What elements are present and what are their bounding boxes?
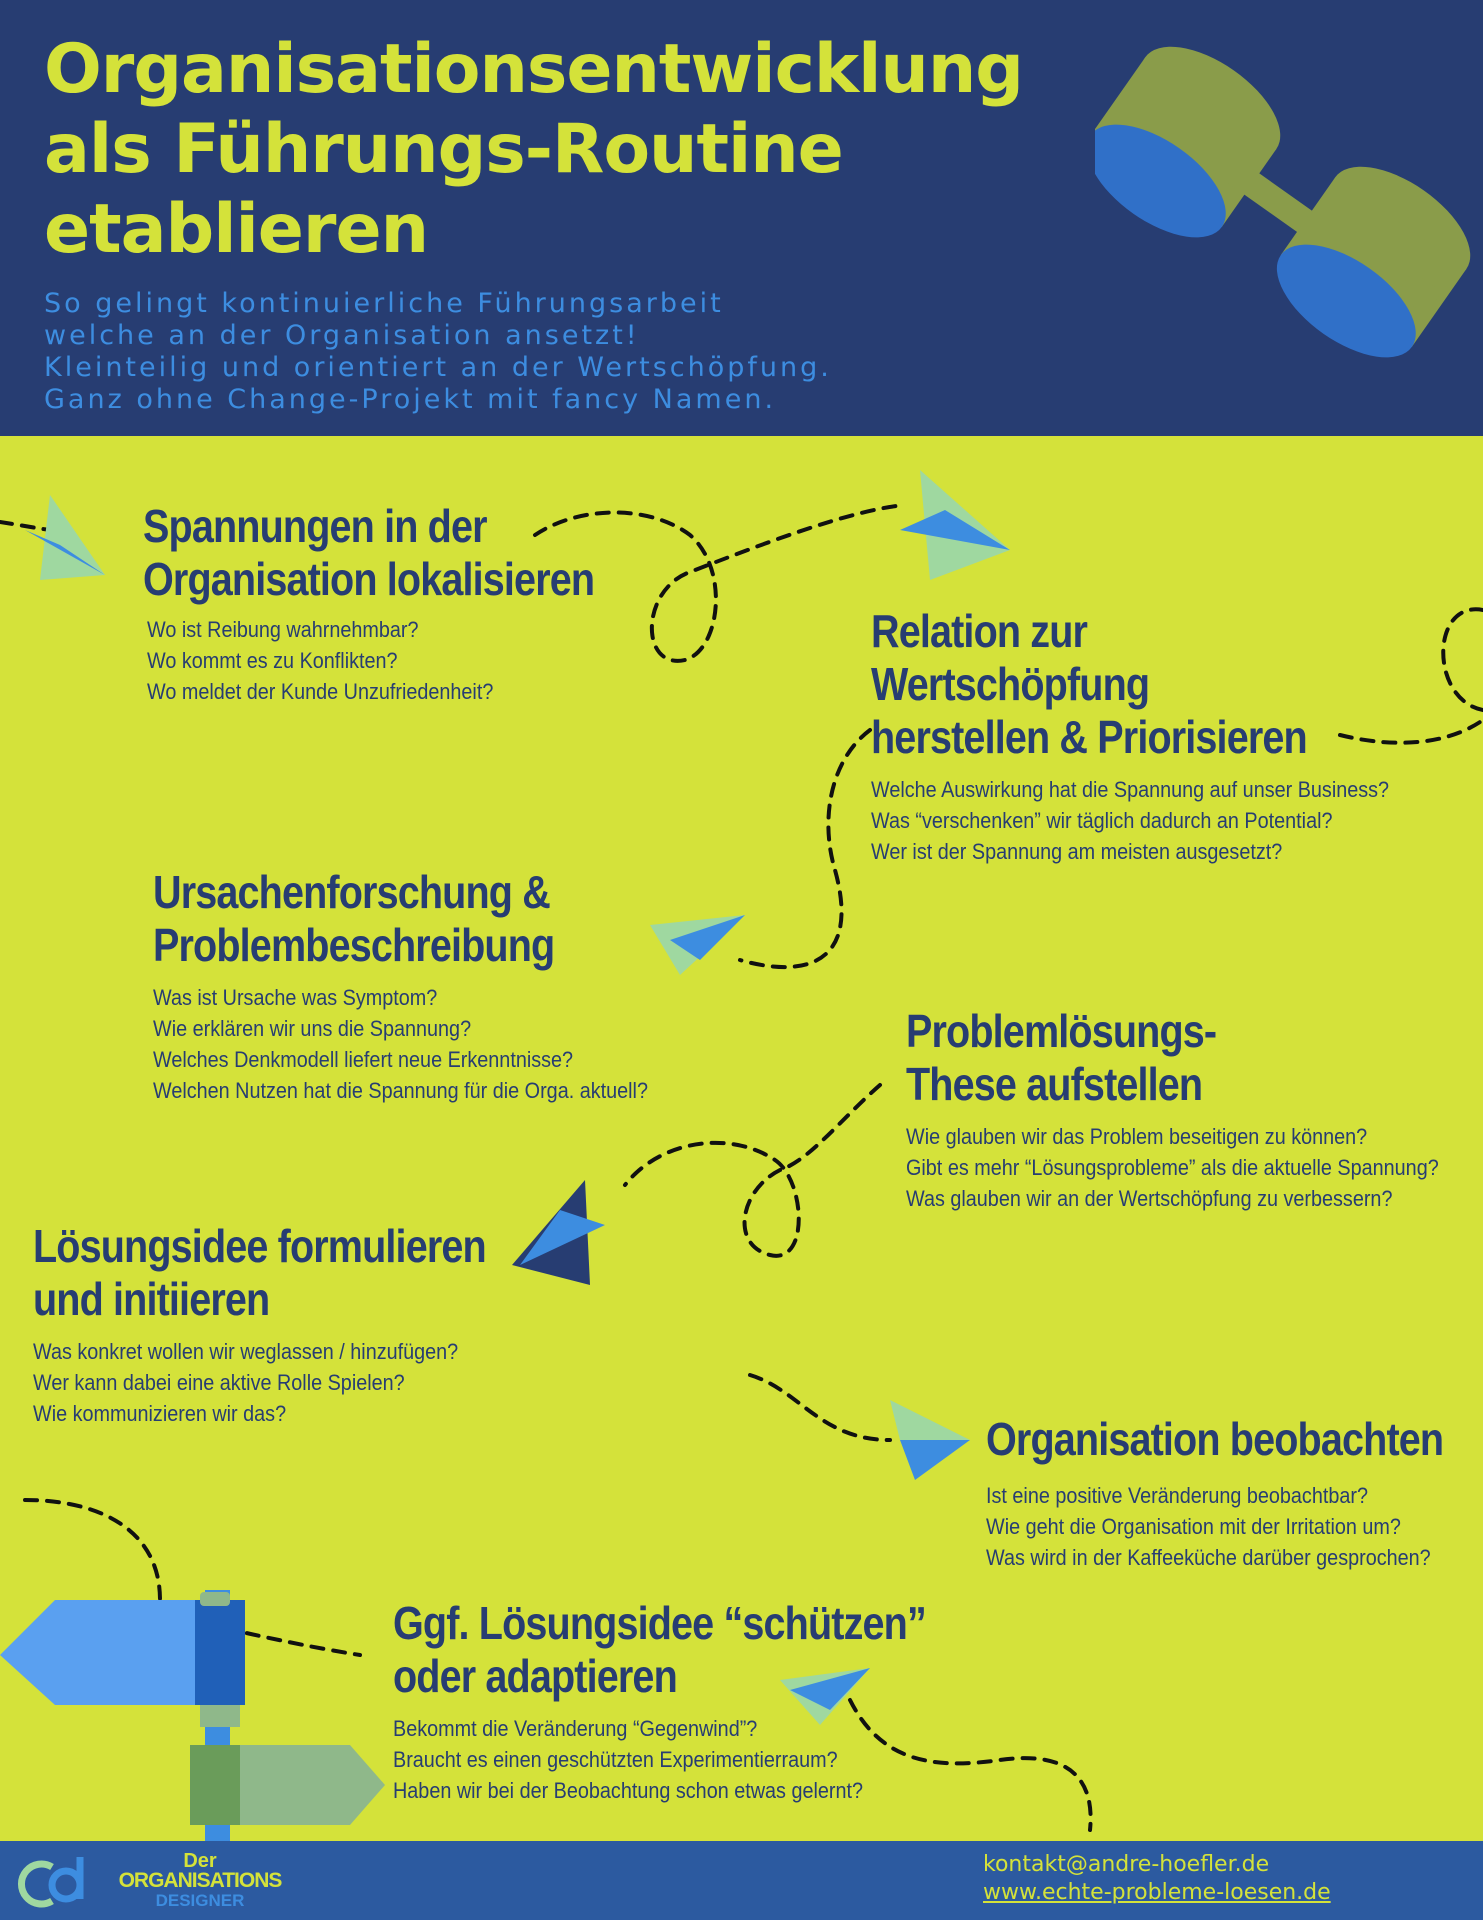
step-title-line: Problemlösungs- [906, 1005, 1217, 1057]
subtitle-line: Ganz ohne Change-Projekt mit fancy Namen. [44, 384, 777, 415]
step-title [871, 605, 1366, 764]
logo-text-line: ORGANISATIONS [118, 1869, 282, 1892]
step-title [393, 1597, 926, 1703]
subtitle [44, 288, 944, 416]
question-item: Bekommt die Veränderung “Gegenwind”? [393, 1716, 758, 1741]
question-item: Wo meldet der Kunde Unzufriedenheit? [147, 679, 494, 704]
paper-plane-icon [900, 470, 1010, 580]
question-list [153, 982, 703, 1106]
question-item: Was konkret wollen wir weglassen / hinzufügen? [33, 1339, 459, 1364]
step-title [33, 1220, 486, 1326]
question-item: Wer kann dabei eine aktive Rolle Spielen? [33, 1370, 405, 1395]
step-title-line: These aufstellen [906, 1058, 1203, 1110]
step-title-line: Organisation lokalisieren [143, 553, 595, 605]
question-list [906, 1121, 1483, 1214]
subtitle-line: welche an der Organisation ansetzt! [44, 320, 640, 351]
step-organisation-beobachten [986, 1413, 1483, 1573]
website-link[interactable]: www.echte-probleme-loesen.de [983, 1880, 1331, 1905]
step-title-line: Wertschöpfung [871, 658, 1150, 710]
question-item: Was “verschenken” wir täglich dadurch an Potential? [871, 808, 1333, 833]
question-item: Wo ist Reibung wahrnehmbar? [147, 617, 419, 642]
question-item: Welchen Nutzen hat die Spannung für die Orga. aktuell? [153, 1078, 648, 1103]
logo-text-line: DESIGNER [155, 1891, 245, 1910]
step-problemloesungs-these [906, 1005, 1483, 1214]
step-title [143, 500, 594, 606]
dashed-path [750, 1375, 890, 1440]
title-line: als Führungs-Routine [44, 110, 843, 189]
question-item: Gibt es mehr “Lösungsprobleme” als die aktuelle Spannung? [906, 1155, 1439, 1180]
step-title-line: und initiieren [33, 1273, 270, 1325]
contact-info [983, 1851, 1331, 1907]
step-title-line: Lösungsidee formulieren [33, 1220, 486, 1272]
step-title-line: Problembeschreibung [153, 919, 555, 971]
step-title-line: Organisation beobachten [986, 1413, 1444, 1465]
signpost-icon [0, 1590, 385, 1841]
step-relation-wertschoepfung [871, 605, 1447, 867]
title-line: Organisationsentwicklung [44, 30, 1023, 109]
question-item: Wie glauben wir das Problem beseitigen zu können? [906, 1124, 1368, 1149]
dashed-path [740, 730, 870, 967]
question-item: Wer ist der Spannung am meisten ausgesetzt? [871, 839, 1283, 864]
email-link[interactable]: kontakt@andre-hoefler.de [983, 1852, 1270, 1877]
step-title-line: Relation zur [871, 605, 1088, 657]
logo-icon [14, 1855, 90, 1909]
question-item: Welche Auswirkung hat die Spannung auf unser Business? [871, 777, 1390, 802]
footer-bar [0, 1841, 1483, 1920]
question-item: Wie geht die Organisation mit der Irritation um? [986, 1514, 1401, 1539]
question-item: Braucht es einen geschützten Experimentierraum? [393, 1747, 838, 1772]
question-item: Was glauben wir an der Wertschöpfung zu verbessern? [906, 1186, 1393, 1211]
question-item: Was wird in der Kaffeeküche darüber gesprochen? [986, 1545, 1431, 1570]
dumbbell-icon [1095, 35, 1475, 375]
paper-plane-icon [25, 495, 105, 580]
step-spannungen-lokalisieren [143, 500, 668, 707]
step-ursachenforschung [153, 866, 703, 1106]
step-title-line: Spannungen in der [143, 500, 487, 552]
dashed-path [0, 522, 50, 530]
step-title-line: oder adaptieren [393, 1650, 677, 1702]
question-item: Wo kommt es zu Konflikten? [147, 648, 398, 673]
dashed-path [625, 1085, 880, 1256]
question-list [871, 774, 1447, 867]
question-list [986, 1480, 1483, 1573]
subtitle-line: So gelingt kontinuierliche Führungsarbeit [44, 288, 724, 319]
question-item: Haben wir bei der Beobachtung schon etwas gelernt? [393, 1778, 864, 1803]
question-item: Welches Denkmodell liefert neue Erkenntnisse? [153, 1047, 574, 1072]
question-item: Was ist Ursache was Symptom? [153, 985, 438, 1010]
brand-logo [100, 1851, 300, 1911]
step-title-line: Ursachenforschung & [153, 866, 550, 918]
question-list [147, 614, 668, 707]
question-item: Wie erklären wir uns die Spannung? [153, 1016, 472, 1041]
title-line: etablieren [44, 190, 428, 269]
question-list [33, 1336, 560, 1429]
question-list [393, 1713, 1013, 1806]
step-loesungsidee-formulieren [33, 1220, 560, 1429]
logo-text-line: Der [183, 1850, 217, 1872]
header-banner [0, 0, 1483, 436]
step-title-line: herstellen & Priorisieren [871, 711, 1307, 763]
step-title [153, 866, 626, 972]
subtitle-line: Kleinteilig und orientiert an der Wertschöpfung. [44, 352, 832, 383]
step-title [906, 1005, 1415, 1111]
step-title-line: Ggf. Lösungsidee “schützen” [393, 1597, 926, 1649]
dashed-path [25, 1500, 360, 1669]
question-item: Wie kommunizieren wir das? [33, 1401, 287, 1426]
paper-plane-icon [890, 1400, 970, 1480]
step-title [986, 1413, 1443, 1466]
page-title [44, 30, 1084, 270]
step-loesungsidee-schuetzen [393, 1597, 1013, 1806]
question-item: Ist eine positive Veränderung beobachtbar? [986, 1483, 1368, 1508]
